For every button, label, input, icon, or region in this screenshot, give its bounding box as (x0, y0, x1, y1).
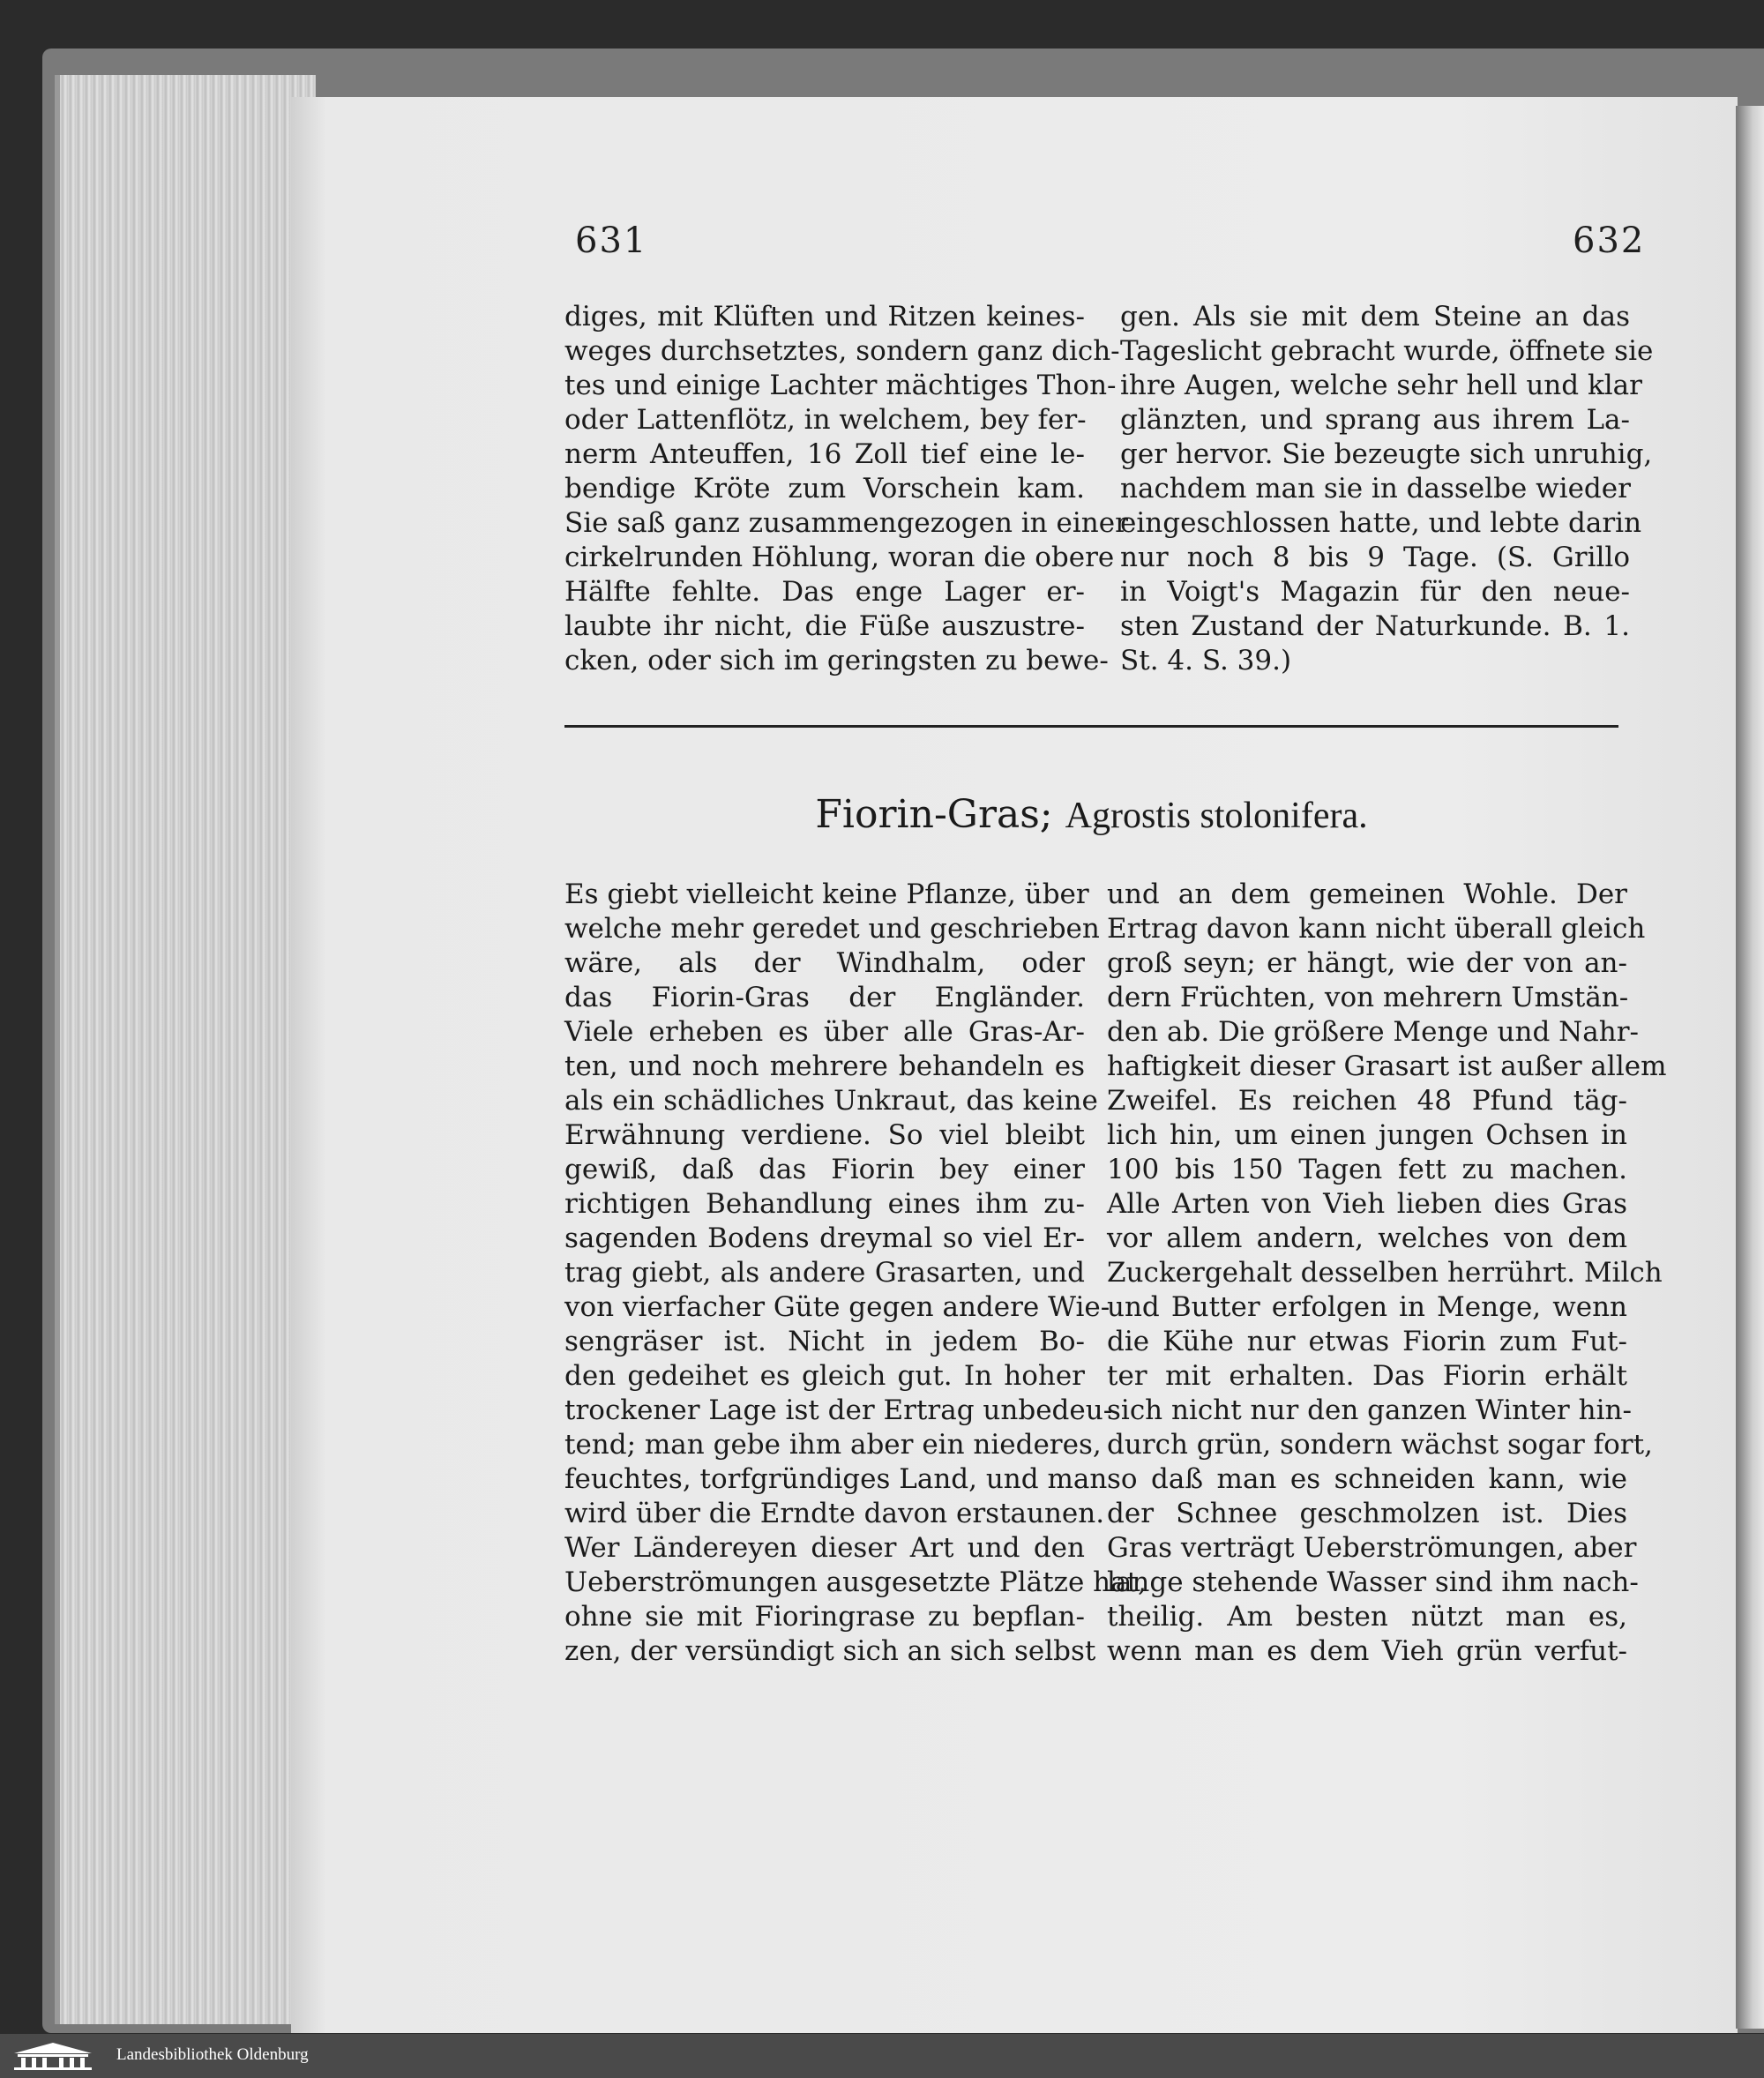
heading-latin: Agrostis stolonifera. (1065, 796, 1368, 836)
text-line: trag giebt, als andere Grasarten, und (564, 1257, 1085, 1289)
text-line: trockener Lage ist der Ertrag unbedeu- (564, 1394, 1113, 1426)
text-line: und Butter erfolgen in Menge, wenn (1107, 1291, 1627, 1323)
text-line: Zweifel. Es reichen 48 Pfund täg- (1107, 1085, 1627, 1117)
text-line: gen. Als sie mit dem Steine an das (1120, 301, 1630, 333)
text-line: sten Zustand der Naturkunde. B. 1. (1120, 610, 1630, 642)
text-line: Alle Arten von Vieh lieben dies Gras (1107, 1188, 1627, 1220)
text-line: durch grün, sondern wächst sogar fort, (1107, 1429, 1653, 1461)
page-number-right: 632 (1573, 221, 1646, 261)
text-line: groß seyn; er hängt, wie der von an- (1107, 947, 1627, 979)
text-line: Ertrag davon kann nicht überall gleich (1107, 913, 1646, 945)
text-line: so daß man es schneiden kann, wie (1107, 1463, 1627, 1495)
text-line: ohne sie mit Fioringrase zu bepflan- (564, 1601, 1085, 1633)
library-building-icon (11, 2041, 95, 2071)
text-line: den gedeihet es gleich gut. In hoher (564, 1360, 1085, 1392)
text-line: diges, mit Klüften und Ritzen keines- (564, 301, 1085, 333)
text-line: lange stehende Wasser sind ihm nach- (1107, 1566, 1639, 1598)
text-line: dern Früchten, von mehrern Umstän- (1107, 982, 1629, 1013)
text-line: wäre, als der Windhalm, oder (564, 947, 1085, 979)
text-line: lich hin, um einen jungen Ochsen in (1107, 1119, 1627, 1151)
lower-right-column (1107, 878, 1667, 1669)
text-line: zen, der versündigt sich an sich selbst (564, 1635, 1096, 1667)
text-line: tes und einige Lachter mächtiges Thon- (564, 370, 1117, 401)
text-line: sengräser ist. Nicht in jedem Bo- (564, 1326, 1085, 1357)
section-divider (564, 725, 1618, 728)
text-line: das Fiorin-Gras der Engländer. (564, 982, 1085, 1013)
footer-bar (0, 2034, 1764, 2078)
text-line: ten, und noch mehrere behandeln es (564, 1050, 1085, 1082)
text-line: ter mit erhalten. Das Fiorin erhält (1107, 1360, 1627, 1392)
text-line: richtigen Behandlung eines ihm zu- (564, 1188, 1085, 1220)
text-line: tend; man gebe ihm aber ein niederes, (564, 1429, 1102, 1461)
text-line: cirkelrunden Höhlung, woran die obere (564, 542, 1115, 573)
text-line: nerm Anteuffen, 16 Zoll tief eine le- (564, 438, 1085, 470)
text-line: St. 4. S. 39.) (1120, 645, 1292, 676)
text-line: feuchtes, torfgründiges Land, und man (564, 1463, 1108, 1495)
text-line: 100 bis 150 Tagen fett zu machen. (1107, 1154, 1627, 1185)
text-line: den ab. Die größere Menge und Nahr- (1107, 1016, 1640, 1048)
text-line: theilig. Am besten nützt man es, (1107, 1601, 1627, 1633)
text-line: gewiß, daß das Fiorin bey einer (564, 1154, 1085, 1185)
upper-left-column (564, 300, 1128, 678)
library-name: Landesbibliothek Oldenburg (116, 2045, 309, 2064)
text-line: haftigkeit dieser Grasart ist außer allem (1107, 1050, 1667, 1082)
text-line: sich nicht nur den ganzen Winter hin- (1107, 1394, 1632, 1426)
text-line: wenn man es dem Vieh grün verfut- (1107, 1635, 1627, 1667)
text-line: welche mehr geredet und geschrieben (564, 913, 1100, 945)
text-line: eingeschlossen hatte, und lebte darin (1120, 507, 1642, 539)
text-line: Es giebt vielleicht keine Pflanze, über (564, 878, 1089, 910)
text-line: Viele erheben es über alle Gras-Ar- (564, 1016, 1085, 1048)
text-line: der Schnee geschmolzen ist. Dies (1107, 1498, 1627, 1529)
upper-right-column (1120, 300, 1654, 678)
text-line: sagenden Bodens dreymal so viel Er- (564, 1222, 1085, 1254)
text-line: ger hervor. Sie bezeugte sich unruhig, (1120, 438, 1653, 470)
text-line: vor allem andern, welches von dem (1107, 1222, 1627, 1254)
text-line: Ueberströmungen ausgesetzte Plätze hat, (564, 1566, 1147, 1598)
heading-german: Fiorin-Gras; (815, 792, 1053, 837)
text-line: laubte ihr nicht, die Füße auszustre- (564, 610, 1085, 642)
text-line: oder Lattenflötz, in welchem, bey fer- (564, 404, 1087, 436)
text-line: ihre Augen, welche sehr hell und klar (1120, 370, 1642, 401)
text-line: nachdem man sie in dasselbe wieder (1120, 473, 1631, 505)
text-line: cken, oder sich im geringsten zu bewe- (564, 645, 1109, 676)
text-line: Hälfte fehlte. Das enge Lager er- (564, 576, 1085, 608)
lower-left-column (564, 878, 1147, 1669)
text-line: weges durchsetztes, sondern ganz dich- (564, 335, 1120, 367)
text-line: Tageslicht gebracht wurde, öffnete sie (1120, 335, 1654, 367)
text-line: glänzten, und sprang aus ihrem La- (1120, 404, 1630, 436)
text-line: Gras verträgt Ueberströmungen, aber (1107, 1532, 1637, 1564)
text-line: als ein schädliches Unkraut, das keine (564, 1085, 1098, 1117)
text-line: Wer Ländereyen dieser Art und den (564, 1532, 1085, 1564)
text-line: Zuckergehalt desselben herrührt. Milch (1107, 1257, 1663, 1289)
page-number-left: 631 (575, 221, 648, 261)
text-line: und an dem gemeinen Wohle. Der (1107, 878, 1627, 910)
text-line: wird über die Erndte davon erstaunen. (564, 1498, 1105, 1529)
text-line: die Kühe nur etwas Fiorin zum Fut- (1107, 1326, 1627, 1357)
text-line: nur noch 8 bis 9 Tage. (S. Grillo (1120, 542, 1630, 573)
text-line: bendige Kröte zum Vorschein kam. (564, 473, 1085, 505)
page-edges (55, 75, 316, 2024)
text-line: Erwähnung verdiene. So viel bleibt (564, 1119, 1085, 1151)
page-fold (1736, 106, 1764, 2029)
text-line: Sie saß ganz zusammengezogen in einer (564, 507, 1128, 539)
text-line: in Voigt's Magazin für den neue- (1120, 576, 1630, 608)
text-line: von vierfacher Güte gegen andere Wie- (564, 1291, 1110, 1323)
section-heading (564, 792, 1618, 837)
